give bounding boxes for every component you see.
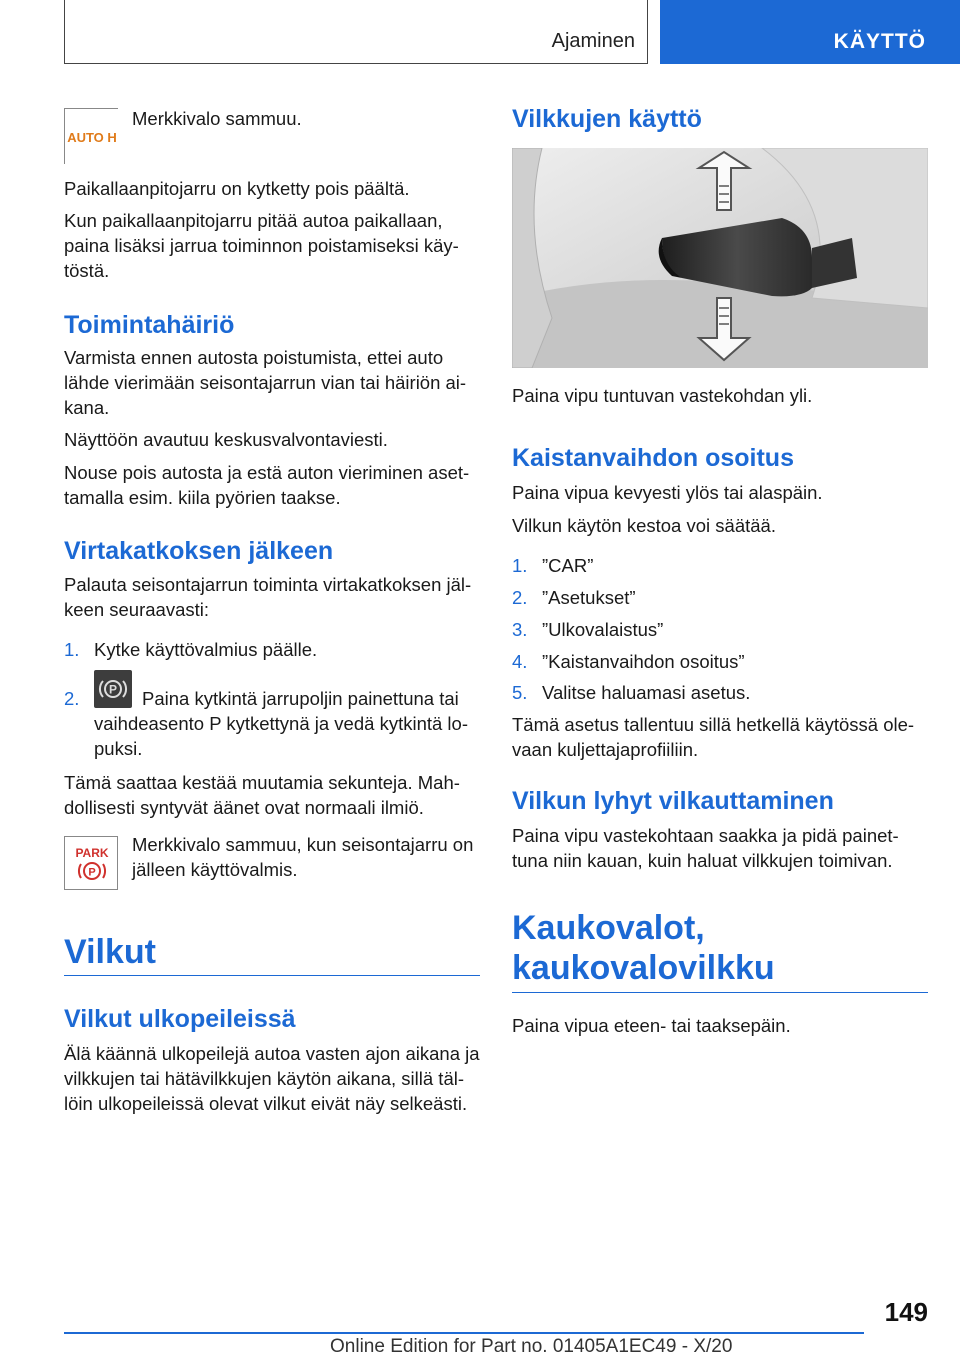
paragraph: Varmista ennen autosta poistumista, ettei auto lähde vierimään seisontajarrun vian tai häiriön aikana. [64,347,467,418]
heading-kaukovalot-line1: Kaukovalot, [512,909,705,947]
auto-h-icon-label: AUTO H [67,130,117,145]
header-chapter-title: KÄYTTÖ [833,30,926,53]
footer-divider [64,1332,864,1334]
list-text: ”CAR” [542,555,594,576]
header-section-title: Ajaminen [551,30,635,52]
park-text: Merkkivalo sammuu, kun seisontajarru on jälleen käyttövalmis. [132,834,474,880]
paragraph: Älä käännä ulkopeilejä autoa vasten ajon aikana ja vilkkujen tai hätävilkkujen käytön aikana, sillä tällöin ulkopeileissä olevat vilkut eivät näy selkeästi. [64,1043,480,1114]
paragraph: Palauta seisontajarrun toiminta virtakatkoksen jälkeen seuraavasti: [64,574,472,620]
paragraph: Nouse pois autosta ja estä auton vieriminen asettamalla esim. kiila pyörien taakse. [64,462,470,508]
heading-toimintahairio: Toimintahäiriö [64,311,235,339]
heading-vilkut: Vilkut [64,932,480,976]
list-text: Kytke käyttövalmius päälle. [94,639,318,660]
list-text: ”Ulkovalaistus” [542,619,664,640]
footer-edition: Online Edition for Part no. 01405A1EC49 - X/20 [330,1336,733,1357]
heading-virtakatkos: Virtakatkoksen jälkeen [64,537,334,565]
park-warning-icon [64,836,118,890]
heading-vilkut-ulkopeileissa: Vilkut ulkopeileissä [64,1005,296,1033]
list-number: 1. [512,555,528,576]
paragraph: Tämä asetus tallentuu sillä hetkellä käytössä olevaan kuljettajaprofiiliin. [512,714,915,760]
heading-vilkkujen-kaytto: Vilkkujen käyttö [512,105,702,133]
auto-h-text: Merkkivalo sammuu. [132,108,302,129]
list-number: 3. [512,619,528,640]
turn-signal-lever-image [512,148,928,368]
list-text: Valitse haluamasi asetus. [542,682,751,703]
list-text: ”Asetukset” [542,587,636,608]
list-item [512,680,928,705]
list-item [512,553,928,578]
paragraph: Kun paikallaanpitojarru pitää autoa paikallaan, paina lisäksi jarrua toiminnon poistamiseksi käytöstä. [64,210,459,281]
paragraph: Paina vipua eteen- tai taaksepäin. [512,1015,791,1036]
svg-text:P: P [88,866,96,879]
list-number: 2. [64,688,80,709]
list-number: 4. [512,651,528,672]
list-item [64,637,480,662]
list-text: ”Kaistanvaihdon osoitus” [542,651,745,672]
heading-kaukovalot-line2: kaukovalovilkku [512,949,775,987]
heading-kaukovalot [512,908,928,993]
paragraph: Paikallaanpitojarru on kytketty pois päältä. [64,178,410,199]
paragraph: Tämä saattaa kestää muutamia sekunteja. Mahdollisesti syntyvät äänet ovat normaali ilmiö. [64,772,460,818]
list-number: 2. [512,587,528,608]
paragraph: Näyttöön avautuu keskusvalvontaviesti. [64,429,388,450]
list-item [512,649,928,674]
paragraph: Paina vipua kevyesti ylös tai alaspäin. [512,482,823,503]
list-item [512,617,928,642]
auto-h-icon [64,108,118,164]
svg-text:P: P [108,682,118,697]
header-section-box [64,0,648,64]
list-text: Paina kytkintä jarrupoljin painettuna tai vaihdeasento P kytkettynä ja vedä kytkintä lopuksi. [94,688,468,759]
heading-vilkun-lyhyt-vilkauttaminen: Vilkun lyhyt vilkauttaminen [512,787,834,815]
page-number: 149 [884,1297,928,1327]
paragraph: Paina vipu vastekohtaan saakka ja pidä painettuna niin kauan, kuin haluat vilkkujen toimivan. [512,825,899,871]
list-item [64,670,480,761]
list-item [512,585,928,610]
park-icon-label: PARK [75,846,109,860]
list-number: 1. [64,639,80,660]
header-chapter-tab [660,0,960,64]
parking-brake-button-icon [94,670,132,708]
list-number: 5. [512,682,528,703]
paragraph: Vilkun käytön kestoa voi säätää. [512,515,776,536]
paragraph: Paina vipu tuntuvan vastekohdan yli. [512,385,813,406]
heading-kaistanvaihdon-osoitus: Kaistanvaihdon osoitus [512,444,794,472]
